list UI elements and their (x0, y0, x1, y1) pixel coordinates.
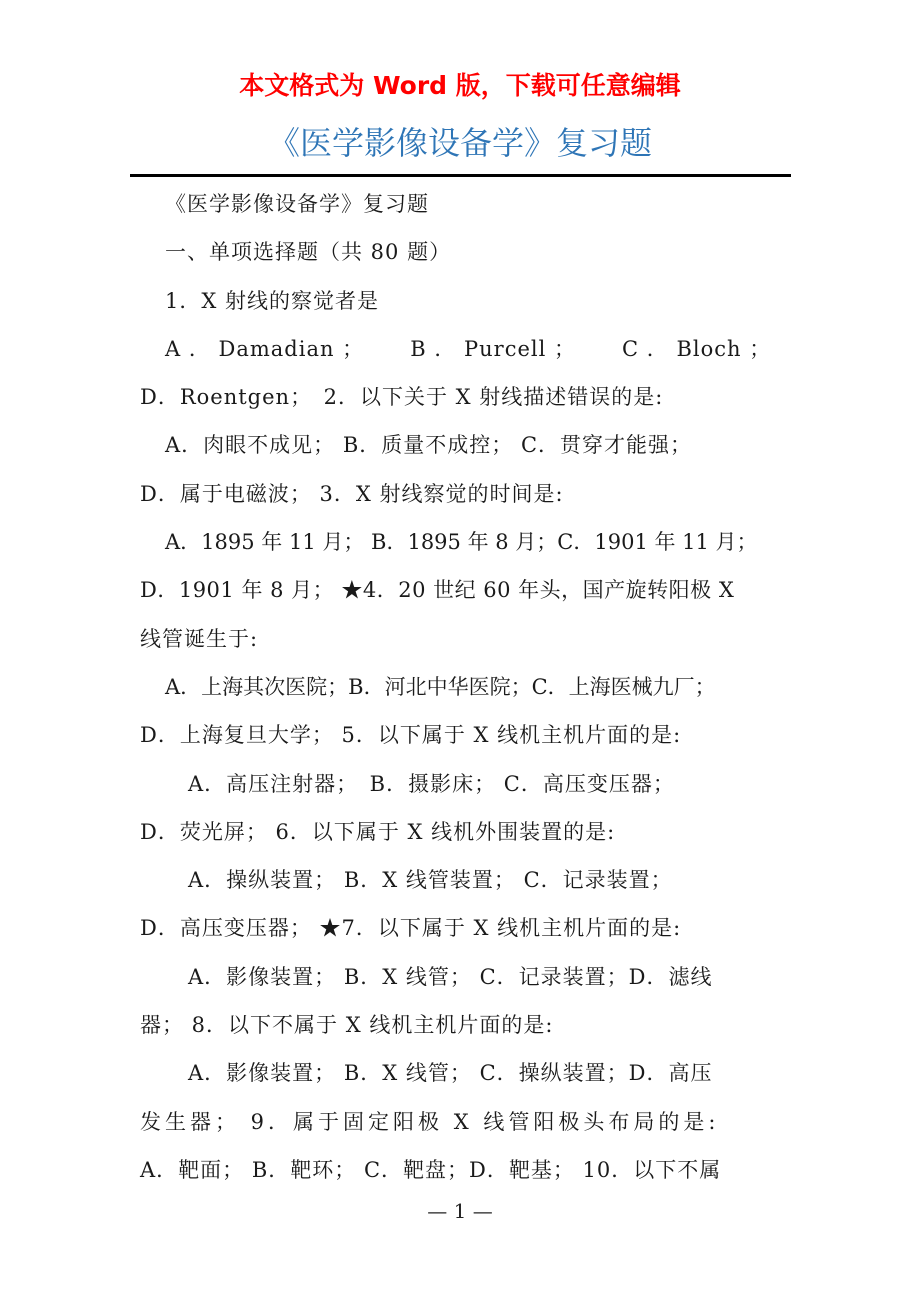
document-body (140, 180, 780, 1194)
section-heading: 一、单项选择题（共 80 题） (165, 240, 452, 265)
question-7-text: D．高压变压器； ★7．以下属于 X 线机主机片面的是: (140, 916, 682, 941)
question-4-options: A．上海其次医院；B．河北中华医院；C．上海医械九厂； (165, 674, 716, 699)
question-2-text: D．Roentgen； 2．以下关于 X 射线描述错误的是: (140, 385, 664, 410)
question-6-text: D．荧光屏； 6．以下属于 X 线机外围装置的是: (140, 819, 616, 844)
question-4-text-cont: 线管诞生于: (140, 626, 259, 651)
question-5-text: D．上海复旦大学； 5．以下属于 X 线机主机片面的是: (140, 723, 682, 748)
question-5-options: A．高压注射器； B．摄影床； C．高压变压器； (188, 771, 675, 796)
question-2-options: A．肉眼不成见； B．质量不成控； C．贯穿才能强； (165, 433, 693, 458)
question-3-text: D．属于电磁波； 3．X 射线察觉的时间是: (140, 481, 564, 506)
question-3-options: A．1895 年 11 月； B．1895 年 8 月；C．1901 年 11 月； (165, 530, 758, 555)
question-8-text: 器； 8．以下不属于 X 线机主机片面的是: (140, 1013, 554, 1038)
question-1: 1．X 射线的察觉者是 (165, 288, 379, 313)
question-8-options: A．影像装置； B．X 线管； C．操纵装置；D．高压 (188, 1061, 713, 1086)
question-1-options: A ． Damadian ； B ． Purcell ； C ． Bloch ； (165, 336, 772, 361)
question-9-options: A．靶面； B．靶环； C．靶盘；D．靶基； 10．以下不属 (140, 1157, 722, 1182)
question-6-options: A．操纵装置； B．X 线管装置； C．记录装置； (188, 868, 673, 893)
body-subtitle: 《医学影像设备学》复习题 (165, 192, 429, 216)
format-notice: 本文格式为 Word 版，下载可任意编辑 (239, 71, 681, 100)
question-9-text: 发生器； 9．属于固定阳极 X 线管阳极头布局的是: (140, 1109, 720, 1134)
header-rule-divider (130, 174, 791, 177)
document-title: 《医学影像设备学》复习题 (267, 124, 652, 162)
question-4-text: D．1901 年 8 月； ★4．20 世纪 60 年头，国产旋转阳极 X (140, 578, 735, 603)
question-7-options: A．影像装置； B．X 线管； C．记录装置；D．滤线 (188, 964, 713, 989)
page-number: — 1 — (427, 1199, 493, 1223)
